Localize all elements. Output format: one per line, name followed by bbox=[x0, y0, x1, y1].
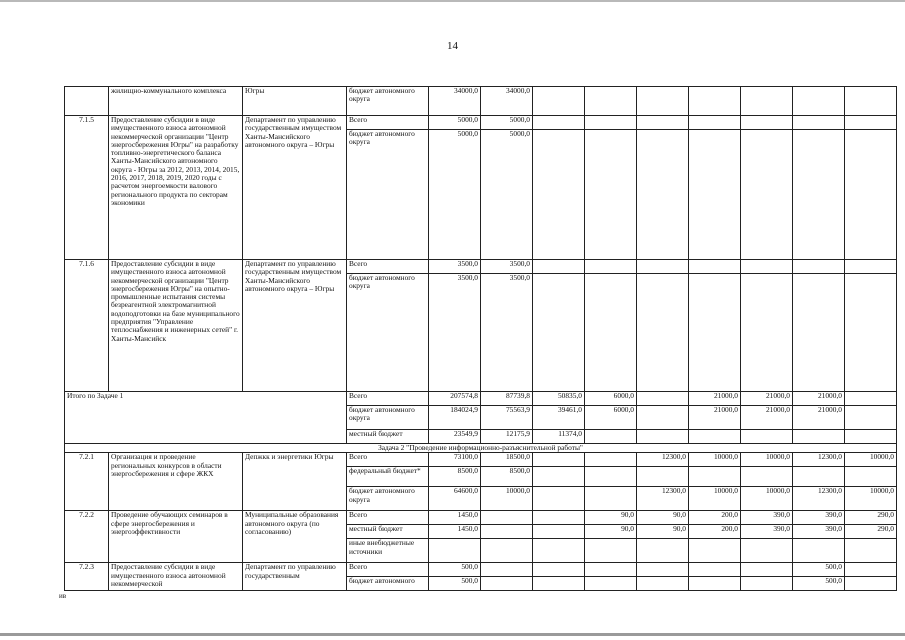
cell-amount: 10000,0 bbox=[741, 487, 793, 511]
cell-amount: 500,0 bbox=[793, 563, 845, 577]
cell-amount bbox=[845, 87, 897, 116]
cell-amount bbox=[793, 130, 845, 260]
table-row bbox=[65, 563, 897, 577]
cell-amount: 87739,8 bbox=[481, 392, 533, 406]
cell-amount bbox=[637, 467, 689, 487]
cell-funding-source: Всего bbox=[347, 260, 429, 274]
cell-name: Предоставление субсидии в виде имущественного взноса автономной некоммерческой организации "Центр энергосбережения Югры" на опытно-промышленные испытания системы безреагентной электромагнитной водоподготовки на базе муниципального предприятия "Управление теплоснабжения и инженерных сетей" г. Ханты-Мансийск bbox=[109, 260, 243, 392]
table-row bbox=[65, 392, 897, 406]
cell-code: 7.1.5 bbox=[65, 116, 109, 260]
cell-amount: 21000,0 bbox=[689, 406, 741, 430]
cell-amount: 390,0 bbox=[793, 525, 845, 539]
cell-amount bbox=[793, 539, 845, 563]
cell-amount bbox=[533, 511, 585, 525]
cell-amount: 1450,0 bbox=[429, 525, 481, 539]
cell-funding-source: бюджет автономного округа bbox=[347, 130, 429, 260]
table-row bbox=[65, 444, 897, 453]
cell-amount: 11374,0 bbox=[533, 430, 585, 444]
cell-funding-source: местный бюджет bbox=[347, 525, 429, 539]
cell-amount: 10000,0 bbox=[689, 487, 741, 511]
cell-amount bbox=[533, 563, 585, 577]
cell-amount bbox=[533, 539, 585, 563]
cell-amount bbox=[481, 577, 533, 591]
cell-funding-source: бюджет автономного округа bbox=[347, 87, 429, 116]
cell-amount bbox=[845, 260, 897, 274]
cell-amount bbox=[741, 87, 793, 116]
cell-amount bbox=[689, 87, 741, 116]
cell-amount: 184024,9 bbox=[429, 406, 481, 430]
cell-amount bbox=[585, 87, 637, 116]
cell-amount bbox=[585, 116, 637, 130]
cell-amount: 3500,0 bbox=[429, 260, 481, 274]
cell-amount bbox=[741, 563, 793, 577]
cell-amount: 500,0 bbox=[793, 577, 845, 591]
cell-amount bbox=[585, 539, 637, 563]
table-row bbox=[65, 116, 897, 130]
cell-amount bbox=[481, 539, 533, 563]
table-row bbox=[65, 453, 897, 467]
cell-amount: 10000,0 bbox=[741, 453, 793, 467]
cell-amount bbox=[481, 525, 533, 539]
cell-funding-source: иные внебюджетные источники bbox=[347, 539, 429, 563]
cell-amount bbox=[689, 467, 741, 487]
cell-amount bbox=[637, 563, 689, 577]
cell-amount: 21000,0 bbox=[793, 406, 845, 430]
cell-amount: 34000,0 bbox=[481, 87, 533, 116]
cell-funding-source: Всего bbox=[347, 392, 429, 406]
cell-amount bbox=[689, 116, 741, 130]
scan-bottom-edge bbox=[0, 633, 905, 636]
cell-amount: 290,0 bbox=[845, 511, 897, 525]
cell-amount bbox=[689, 577, 741, 591]
table-row bbox=[65, 260, 897, 274]
cell-amount: 3500,0 bbox=[429, 274, 481, 392]
cell-amount bbox=[845, 274, 897, 392]
cell-amount bbox=[533, 116, 585, 130]
cell-amount: 8500,0 bbox=[429, 467, 481, 487]
table-body bbox=[65, 87, 897, 591]
cell-amount: 390,0 bbox=[741, 511, 793, 525]
cell-amount bbox=[637, 260, 689, 274]
cell-amount: 39461,0 bbox=[533, 406, 585, 430]
cell-amount: 390,0 bbox=[793, 511, 845, 525]
cell-amount bbox=[689, 563, 741, 577]
cell-amount: 18500,0 bbox=[481, 453, 533, 467]
cell-amount: 23549,9 bbox=[429, 430, 481, 444]
cell-amount bbox=[481, 511, 533, 525]
cell-amount bbox=[689, 430, 741, 444]
cell-amount bbox=[741, 430, 793, 444]
cell-funding-source: Всего bbox=[347, 453, 429, 467]
cell-amount bbox=[533, 453, 585, 467]
cell-amount: 3500,0 bbox=[481, 274, 533, 392]
cell-amount: 12300,0 bbox=[793, 453, 845, 467]
cell-amount bbox=[741, 577, 793, 591]
cell-executor: Департамент по управлению государственным bbox=[243, 563, 347, 591]
cell-funding-source: бюджет автономного округа bbox=[347, 406, 429, 430]
cell-amount bbox=[637, 392, 689, 406]
cell-amount: 10000,0 bbox=[845, 487, 897, 511]
cell-amount: 64600,0 bbox=[429, 487, 481, 511]
cell-amount bbox=[585, 467, 637, 487]
cell-funding-source: местный бюджет bbox=[347, 430, 429, 444]
cell-amount: 200,0 bbox=[689, 525, 741, 539]
cell-amount bbox=[793, 430, 845, 444]
cell-amount bbox=[793, 260, 845, 274]
cell-funding-source: бюджет автономного округа bbox=[347, 274, 429, 392]
cell-code: 7.2.3 bbox=[65, 563, 109, 591]
cell-amount bbox=[533, 525, 585, 539]
cell-amount bbox=[637, 539, 689, 563]
cell-amount bbox=[585, 260, 637, 274]
cell-amount bbox=[533, 274, 585, 392]
cell-code: 7.2.2 bbox=[65, 511, 109, 563]
cell-amount: 10000,0 bbox=[481, 487, 533, 511]
cell-amount: 3500,0 bbox=[481, 260, 533, 274]
cell-amount bbox=[637, 116, 689, 130]
cell-amount: 207574,8 bbox=[429, 392, 481, 406]
cell-funding-source: бюджет автономного округа bbox=[347, 487, 429, 511]
cell-name: Предоставление субсидии в виде имущественного взноса автономной некоммерческой bbox=[109, 563, 243, 591]
cell-amount bbox=[689, 260, 741, 274]
cell-amount bbox=[689, 274, 741, 392]
cell-name: Проведение обучающих семинаров в сфере энергосбережения и энергоэффективности bbox=[109, 511, 243, 563]
cell-amount bbox=[845, 467, 897, 487]
cell-amount bbox=[741, 260, 793, 274]
cell-name: Организация и проведение региональных конкурсов в области энергосбережения и сфере ЖКХ bbox=[109, 453, 243, 511]
cell-amount bbox=[793, 87, 845, 116]
cell-amount: 50835,0 bbox=[533, 392, 585, 406]
cell-amount bbox=[845, 116, 897, 130]
cell-amount: 500,0 bbox=[429, 563, 481, 577]
cell-funding-source: Всего bbox=[347, 116, 429, 130]
cell-amount bbox=[741, 130, 793, 260]
cell-amount bbox=[585, 274, 637, 392]
cell-amount: 390,0 bbox=[741, 525, 793, 539]
cell-amount bbox=[741, 467, 793, 487]
cell-amount: 6000,0 bbox=[585, 392, 637, 406]
cell-funding-source: Всего bbox=[347, 563, 429, 577]
cell-amount: 10000,0 bbox=[689, 453, 741, 467]
cell-amount: 90,0 bbox=[585, 511, 637, 525]
cell-amount bbox=[637, 274, 689, 392]
cell-amount bbox=[845, 392, 897, 406]
cell-amount: 5000,0 bbox=[481, 130, 533, 260]
cell-amount bbox=[793, 467, 845, 487]
cell-amount bbox=[533, 577, 585, 591]
cell-amount: 90,0 bbox=[585, 525, 637, 539]
cell-amount bbox=[533, 487, 585, 511]
cell-executor: Муниципальные образования автономного округа (по согласованию) bbox=[243, 511, 347, 563]
cell-amount: 90,0 bbox=[637, 511, 689, 525]
cell-amount bbox=[533, 467, 585, 487]
cell-amount: 5000,0 bbox=[429, 130, 481, 260]
cell-funding-source: бюджет автономного bbox=[347, 577, 429, 591]
cell-amount: 10000,0 bbox=[845, 453, 897, 467]
cell-amount: 5000,0 bbox=[429, 116, 481, 130]
cell-funding-source: Всего bbox=[347, 511, 429, 525]
cell-amount bbox=[585, 577, 637, 591]
cell-amount bbox=[741, 116, 793, 130]
cell-amount: 500,0 bbox=[429, 577, 481, 591]
task-heading: Задача 2 "Проведение информационно-разъяснительной работы" bbox=[65, 444, 897, 453]
cell-amount bbox=[585, 130, 637, 260]
cell-executor: Югры bbox=[243, 87, 347, 116]
cell-amount bbox=[793, 274, 845, 392]
cell-amount bbox=[845, 563, 897, 577]
cell-amount: 75563,9 bbox=[481, 406, 533, 430]
cell-amount: 90,0 bbox=[637, 525, 689, 539]
cell-amount bbox=[429, 539, 481, 563]
scan-top-edge bbox=[0, 0, 905, 2]
cell-amount bbox=[533, 130, 585, 260]
page-number: 14 bbox=[447, 40, 458, 52]
cell-name: Предоставление субсидии в виде имущественного взноса автономной некоммерческой организации "Центр энергосбережения Югры" на разработку топливно-энергетического баланса Ханты-Мансийского автономного округа - Югры за 2012, 2013, 2014, 2015, 2016, 2017, 2018, 2019, 2020 годы с расчетом энергоемкости валового регионального продукта по секторам экономики bbox=[109, 116, 243, 260]
table-row bbox=[65, 511, 897, 525]
cell-amount bbox=[741, 539, 793, 563]
cell-amount bbox=[481, 563, 533, 577]
cell-amount bbox=[533, 87, 585, 116]
cell-amount: 200,0 bbox=[689, 511, 741, 525]
cell-amount bbox=[845, 430, 897, 444]
cell-amount bbox=[637, 87, 689, 116]
cell-amount: 21000,0 bbox=[793, 392, 845, 406]
cell-code: 7.2.1 bbox=[65, 453, 109, 511]
cell-amount bbox=[741, 274, 793, 392]
cell-amount bbox=[845, 130, 897, 260]
cell-code: 7.1.6 bbox=[65, 260, 109, 392]
cell-executor: Департамент по управлению государственным имуществом Ханты-Мансийского автономного округа – Югры bbox=[243, 260, 347, 392]
cell-amount: 21000,0 bbox=[689, 392, 741, 406]
cell-name: жилищно-коммунального комплекса bbox=[109, 87, 243, 116]
cell-amount bbox=[637, 130, 689, 260]
cell-amount: 34000,0 bbox=[429, 87, 481, 116]
cell-amount bbox=[585, 430, 637, 444]
footer-mark: ив bbox=[59, 592, 67, 600]
cell-amount: 6000,0 bbox=[585, 406, 637, 430]
cell-amount: 1450,0 bbox=[429, 511, 481, 525]
table-row bbox=[65, 87, 897, 116]
cell-amount bbox=[585, 563, 637, 577]
cell-amount bbox=[845, 539, 897, 563]
cell-funding-source: федеральный бюджет* bbox=[347, 467, 429, 487]
cell-executor: Департамент по управлению государственным имуществом Ханты-Мансийского автономного округа – Югры bbox=[243, 116, 347, 260]
cell-amount: 21000,0 bbox=[741, 406, 793, 430]
cell-amount: 290,0 bbox=[845, 525, 897, 539]
cell-amount: 12300,0 bbox=[793, 487, 845, 511]
cell-amount: 12300,0 bbox=[637, 453, 689, 467]
cell-code bbox=[65, 87, 109, 116]
cell-amount bbox=[793, 116, 845, 130]
total-label: Итого по Задаче 1 bbox=[65, 392, 347, 444]
cell-amount bbox=[585, 453, 637, 467]
cell-amount bbox=[845, 406, 897, 430]
cell-amount bbox=[689, 130, 741, 260]
cell-amount: 21000,0 bbox=[741, 392, 793, 406]
cell-amount: 12300,0 bbox=[637, 487, 689, 511]
cell-amount bbox=[637, 430, 689, 444]
cell-amount bbox=[845, 577, 897, 591]
cell-amount bbox=[637, 577, 689, 591]
cell-amount bbox=[689, 539, 741, 563]
cell-amount: 73100,0 bbox=[429, 453, 481, 467]
cell-executor: Депжкк и энергетики Югры bbox=[243, 453, 347, 511]
budget-table bbox=[64, 86, 897, 591]
cell-amount: 12175,9 bbox=[481, 430, 533, 444]
cell-amount bbox=[637, 406, 689, 430]
cell-amount: 8500,0 bbox=[481, 467, 533, 487]
cell-amount bbox=[585, 487, 637, 511]
cell-amount bbox=[533, 260, 585, 274]
cell-amount: 5000,0 bbox=[481, 116, 533, 130]
